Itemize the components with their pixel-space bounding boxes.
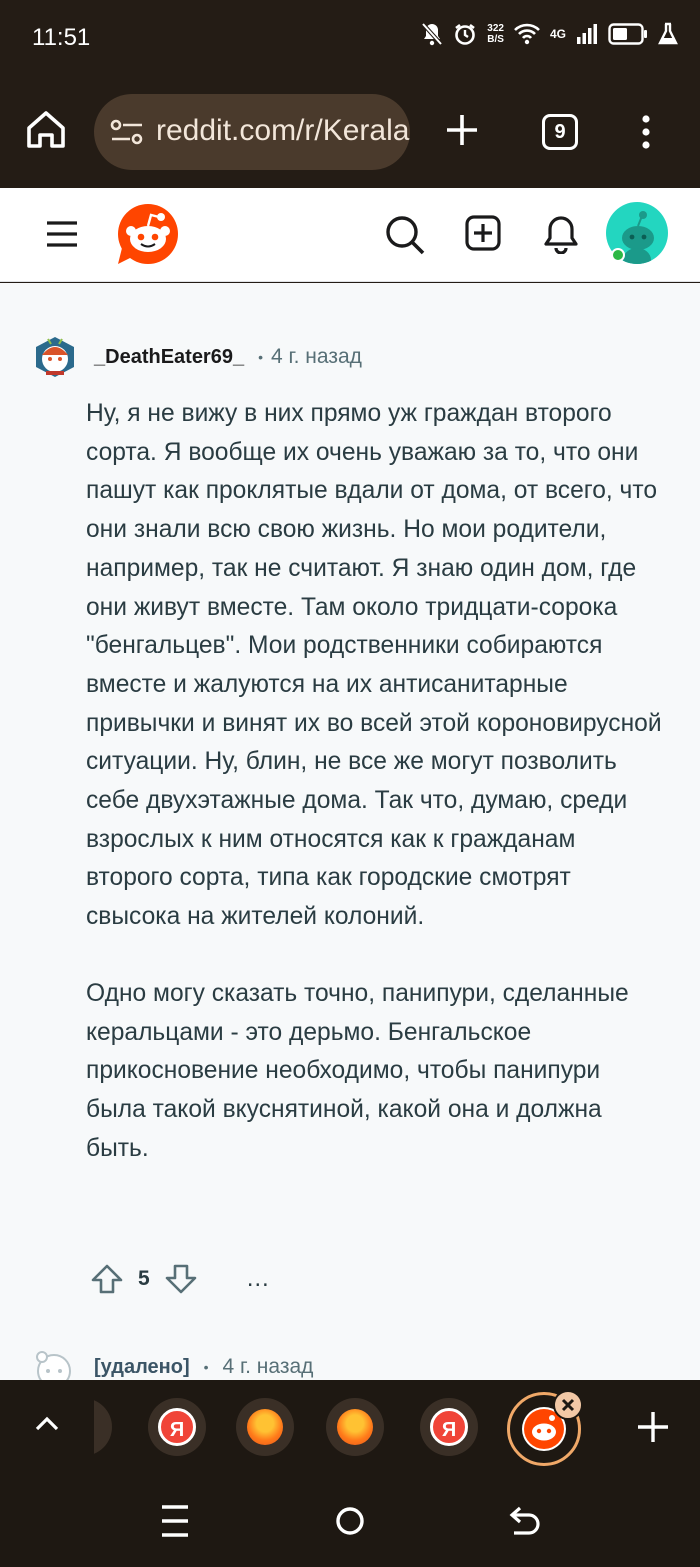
upvote-icon[interactable] xyxy=(90,1263,124,1295)
search-icon[interactable] xyxy=(384,214,426,256)
meta-separator: • xyxy=(203,1359,209,1375)
tab-thumbnail-yandex[interactable] xyxy=(420,1398,478,1456)
site-settings-icon[interactable] xyxy=(110,118,144,146)
comment-time: 4 г. назад xyxy=(271,345,362,368)
more-menu-icon[interactable] xyxy=(640,114,652,150)
vote-score: 5 xyxy=(138,1267,150,1290)
mute-bell-icon xyxy=(421,22,443,46)
comment-body xyxy=(86,395,666,1206)
tab-thumbnail[interactable] xyxy=(54,1398,112,1456)
online-status-dot xyxy=(611,248,625,262)
new-tab-icon[interactable] xyxy=(444,112,480,148)
next-comment-time: 4 г. назад xyxy=(222,1355,314,1378)
close-tab-button[interactable] xyxy=(553,1390,583,1420)
browser-orb-icon xyxy=(337,1409,373,1445)
signal-icon xyxy=(576,23,598,45)
comment-actions xyxy=(90,1263,271,1295)
add-tab-icon[interactable] xyxy=(636,1410,670,1444)
status-time: 11:51 xyxy=(32,24,91,51)
alarm-icon xyxy=(453,22,477,46)
wifi-icon xyxy=(514,23,540,45)
create-post-icon[interactable] xyxy=(465,214,501,252)
downvote-icon[interactable] xyxy=(164,1263,198,1295)
deleted-user-avatar xyxy=(30,1347,76,1380)
reddit-logo-icon[interactable] xyxy=(116,202,180,266)
status-bar xyxy=(0,0,700,78)
network-speed: 322 B/S xyxy=(487,23,504,45)
comment-more-button[interactable]: … xyxy=(245,1265,271,1292)
back-icon[interactable] xyxy=(508,1504,542,1538)
network-type: 4G xyxy=(549,27,566,41)
tab-thumbnail[interactable] xyxy=(326,1398,384,1456)
comments-area xyxy=(0,283,700,1380)
battery-icon xyxy=(608,23,648,45)
comment-paragraph: Одно могу сказать точно, панипури, сделанные керальцами - это дерьмо. Бенгальское прикосновение необходимо, чтобы панипури была такой вкуснятиной, какой она и должна быть. xyxy=(86,979,629,1162)
home-nav-icon[interactable] xyxy=(334,1504,366,1538)
url-bar[interactable] xyxy=(94,94,410,170)
home-icon[interactable] xyxy=(24,108,68,152)
tab-switcher-button[interactable]: 9 xyxy=(542,114,578,150)
yandex-icon: Я xyxy=(158,1408,196,1446)
comment-header xyxy=(34,335,362,379)
lab-flask-icon xyxy=(658,22,678,46)
yandex-icon: Я xyxy=(430,1408,468,1446)
hamburger-menu-icon[interactable] xyxy=(46,220,78,248)
url-text[interactable]: reddit.com/r/Kerala xyxy=(156,114,410,147)
close-icon xyxy=(560,1397,576,1413)
chevron-up-icon[interactable] xyxy=(34,1414,60,1432)
notifications-bell-icon[interactable] xyxy=(542,214,580,254)
comment-author[interactable]: _DeathEater69_ xyxy=(94,345,245,368)
tab-thumbnail[interactable] xyxy=(236,1398,294,1456)
status-icons xyxy=(421,22,678,46)
next-comment-author[interactable]: [удалено] xyxy=(94,1355,190,1378)
recent-apps-icon[interactable] xyxy=(160,1504,190,1538)
tab-strip xyxy=(0,1380,700,1474)
comment-paragraph: Ну, я не вижу в них прямо уж граждан второго сорта. Я вообще их очень уважаю за то, что они пашут как проклятые вдали от дома, от всего, что они знали всю свою жизнь. Но мои родители, например, так не считают. Я знаю один дом, где они живут вместе. Там около тридцати-сорока "бенгальцев". Мои родственники собираются вместе и жалуются на их антисанитарные привычки и винят их во всей этой короновирусной ситуации. Ну, блин, не все же могут позволить себе двухэтажные дома. Так что, думаю, среди взрослых к ним относятся как к гражданам второго сорта, типа как городские смотрят свысока на жителей колоний. xyxy=(86,400,662,931)
browser-orb-icon xyxy=(247,1409,283,1445)
reddit-header xyxy=(0,188,700,282)
browser-toolbar xyxy=(0,78,700,188)
next-comment-header xyxy=(30,1347,313,1380)
commenter-avatar[interactable] xyxy=(34,335,76,379)
system-nav-bar xyxy=(0,1474,700,1567)
meta-separator: • xyxy=(258,349,263,365)
tab-thumbnail-yandex[interactable] xyxy=(148,1398,206,1456)
